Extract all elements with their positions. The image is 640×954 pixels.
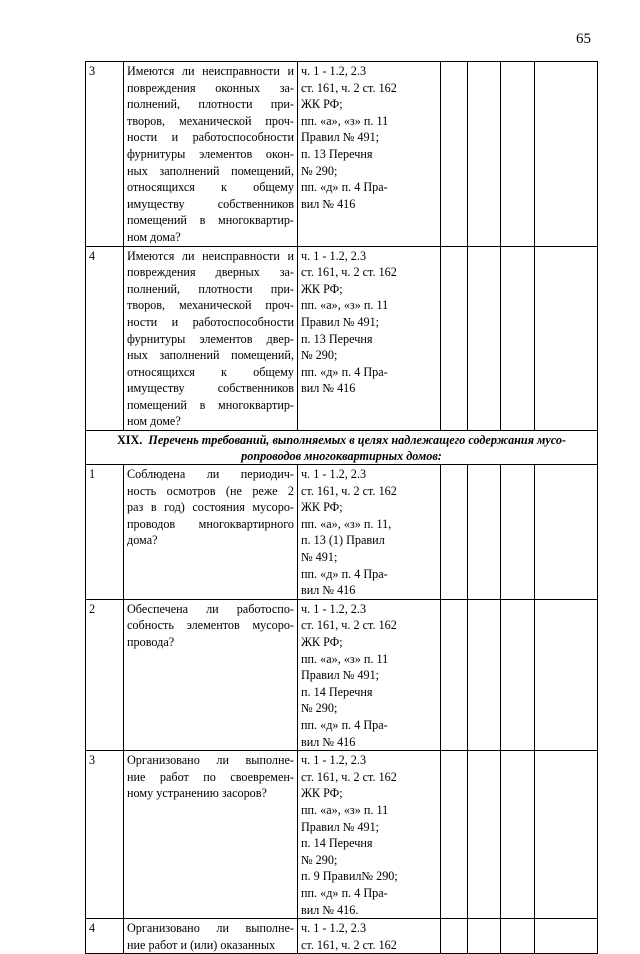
question-line: ности и работоспособности (127, 314, 294, 329)
reference-line: вил № 416 (301, 381, 356, 396)
question-line: повреждения оконных за- (127, 80, 294, 95)
requirement-question (124, 751, 298, 919)
reference-line: вил № 416 (301, 734, 356, 749)
question-line: ние работ и (или) оказанных (127, 937, 276, 952)
reference-line: № 290; (301, 701, 338, 716)
question-line: Организовано ли выполне- (127, 753, 294, 768)
legal-reference (298, 465, 441, 600)
question-line: относящихся к общему (127, 364, 294, 379)
question-line: Имеются ли неисправности и (127, 64, 294, 78)
requirement-question (124, 246, 298, 431)
question-line: помещений в многоквартир- (127, 397, 294, 412)
page-number: 65 (576, 31, 591, 47)
reference-line: Правил № 491; (301, 130, 380, 145)
section-header (86, 431, 598, 465)
reference-line: ст. 161, ч. 2 ст. 162 (301, 265, 397, 280)
check-no-cell (468, 465, 501, 600)
check-na-cell (501, 599, 535, 750)
question-line: Имеются ли неисправности и (127, 248, 294, 263)
check-yes-cell (441, 246, 468, 431)
section-number: XIX. (116, 433, 143, 448)
check-no-cell (468, 62, 501, 247)
reference-line: п. 13 Перечня (301, 146, 373, 161)
reference-line: пп. «а», «з» п. 11 (301, 113, 389, 128)
question-line: повреждения дверных за- (127, 265, 294, 280)
check-na-cell (501, 751, 535, 919)
question-line: относящихся к общему (127, 180, 294, 195)
row-number: 4 (86, 246, 124, 431)
table-row (86, 465, 598, 600)
table-row (86, 919, 598, 954)
question-line: Организовано ли выполне- (127, 921, 294, 936)
note-cell (535, 465, 598, 600)
check-na-cell (501, 246, 535, 431)
question-line: творов, механической проч- (127, 113, 294, 128)
reference-line: п. 14 Перечня (301, 684, 373, 699)
legal-reference (298, 599, 441, 750)
table-row (86, 751, 598, 919)
question-line: дома? (127, 533, 158, 548)
reference-line: ст. 161, ч. 2 ст. 162 (301, 483, 397, 498)
row-number: 3 (86, 62, 124, 247)
question-line: ности и работоспособности (127, 130, 294, 145)
check-na-cell (501, 62, 535, 247)
legal-reference (298, 62, 441, 247)
reference-line: пп. «д» п. 4 Пра- (301, 364, 388, 379)
question-line: раз в год) состояния мусоро- (127, 500, 294, 515)
reference-line: пп. «д» п. 4 Пра- (301, 717, 388, 732)
reference-line: п. 13 Перечня (301, 331, 373, 346)
reference-line: п. 13 (1) Правил (301, 533, 385, 548)
reference-line: ЖК РФ; (301, 97, 343, 112)
question-line: провода? (127, 635, 175, 649)
reference-line: вил № 416 (301, 583, 356, 598)
question-line: полнений, плотности при- (127, 97, 294, 112)
reference-line: ч. 1 - 1.2, 2.3 (301, 64, 367, 78)
note-cell (535, 599, 598, 750)
question-line: собность элементов мусоро- (127, 618, 294, 633)
row-number: 4 (86, 919, 124, 954)
reference-line: ст. 161, ч. 2 ст. 162 (301, 937, 397, 952)
reference-line: ст. 161, ч. 2 ст. 162 (301, 618, 397, 633)
question-line: ных заполнений помещений, (127, 163, 294, 178)
reference-line: ЖК РФ; (301, 786, 343, 801)
question-line: имуществу собственников (127, 381, 294, 396)
row-number: 1 (86, 465, 124, 600)
check-na-cell (501, 465, 535, 600)
reference-line: Правил № 491; (301, 314, 380, 329)
check-yes-cell (441, 465, 468, 600)
section-title-line-2: ропроводов многоквартирных домов: (241, 449, 442, 464)
reference-line: Правил № 491; (301, 819, 380, 834)
requirement-question (124, 465, 298, 600)
check-yes-cell (441, 599, 468, 750)
row-number: 2 (86, 599, 124, 750)
table-row (86, 62, 598, 247)
reference-line: пп. «д» п. 4 Пра- (301, 180, 388, 195)
note-cell (535, 246, 598, 431)
check-no-cell (468, 246, 501, 431)
section-title-line-1: Перечень требований, выполняемых в целях надлежащего содержания мусо- (148, 433, 567, 448)
reference-line: № 290; (301, 348, 338, 363)
reference-line: ч. 1 - 1.2, 2.3 (301, 601, 367, 616)
reference-line: ЖК РФ; (301, 500, 343, 515)
reference-line: пп. «а», «з» п. 11 (301, 802, 389, 817)
check-na-cell (501, 919, 535, 954)
reference-line: № 491; (301, 550, 338, 565)
question-line: помещений в многоквартир- (127, 213, 294, 228)
reference-line: ст. 161, ч. 2 ст. 162 (301, 769, 397, 784)
section-header-row (86, 431, 598, 465)
reference-line: ч. 1 - 1.2, 2.3 (301, 921, 367, 936)
reference-line: пп. «а», «з» п. 11 (301, 298, 389, 313)
check-no-cell (468, 599, 501, 750)
reference-line: ЖК РФ; (301, 635, 343, 649)
reference-line: вил № 416 (301, 196, 356, 211)
reference-line: п. 9 Правил№ 290; (301, 869, 398, 884)
check-yes-cell (441, 62, 468, 247)
question-line: творов, механической проч- (127, 298, 294, 313)
reference-line: пп. «д» п. 4 Пра- (301, 566, 388, 581)
legal-reference (298, 246, 441, 431)
question-line: ность осмотров (не реже 2 (127, 483, 294, 498)
check-yes-cell (441, 919, 468, 954)
question-line: ному устранению засоров? (127, 786, 267, 801)
question-line: ние работ по своевремен- (127, 769, 294, 784)
question-line: ном дома? (127, 229, 181, 244)
question-line: проводов многоквартирного (127, 516, 294, 531)
question-line: ном доме? (127, 414, 181, 429)
check-yes-cell (441, 751, 468, 919)
note-cell (535, 919, 598, 954)
question-line: фурнитуры элементов двер- (127, 331, 294, 346)
question-line: фурнитуры элементов окон- (127, 146, 294, 161)
reference-line: ч. 1 - 1.2, 2.3 (301, 467, 367, 482)
reference-line: ЖК РФ; (301, 281, 343, 296)
reference-line: вил № 416. (301, 902, 359, 917)
requirement-question (124, 599, 298, 750)
reference-line: № 290; (301, 163, 338, 178)
check-no-cell (468, 751, 501, 919)
legal-reference (298, 751, 441, 919)
reference-line: пп. «д» п. 4 Пра- (301, 885, 388, 900)
requirements-table (85, 61, 598, 954)
question-line: Соблюдена ли периодич- (127, 467, 294, 482)
reference-line: Правил № 491; (301, 668, 380, 683)
reference-line: ст. 161, ч. 2 ст. 162 (301, 80, 397, 95)
reference-line: п. 14 Перечня (301, 836, 373, 851)
table-row (86, 246, 598, 431)
requirement-question (124, 62, 298, 247)
row-number: 3 (86, 751, 124, 919)
reference-line: пп. «а», «з» п. 11 (301, 651, 389, 666)
legal-reference (298, 919, 441, 954)
check-no-cell (468, 919, 501, 954)
table-row (86, 599, 598, 750)
question-line: полнений, плотности при- (127, 281, 294, 296)
note-cell (535, 62, 598, 247)
reference-line: ч. 1 - 1.2, 2.3 (301, 753, 367, 768)
reference-line: № 290; (301, 852, 338, 867)
note-cell (535, 751, 598, 919)
reference-line: пп. «а», «з» п. 11, (301, 516, 392, 531)
question-line: имуществу собственников (127, 196, 294, 211)
question-line: ных заполнений помещений, (127, 348, 294, 363)
question-line: Обеспечена ли работоспо- (127, 601, 294, 616)
requirement-question (124, 919, 298, 954)
reference-line: ч. 1 - 1.2, 2.3 (301, 248, 367, 263)
